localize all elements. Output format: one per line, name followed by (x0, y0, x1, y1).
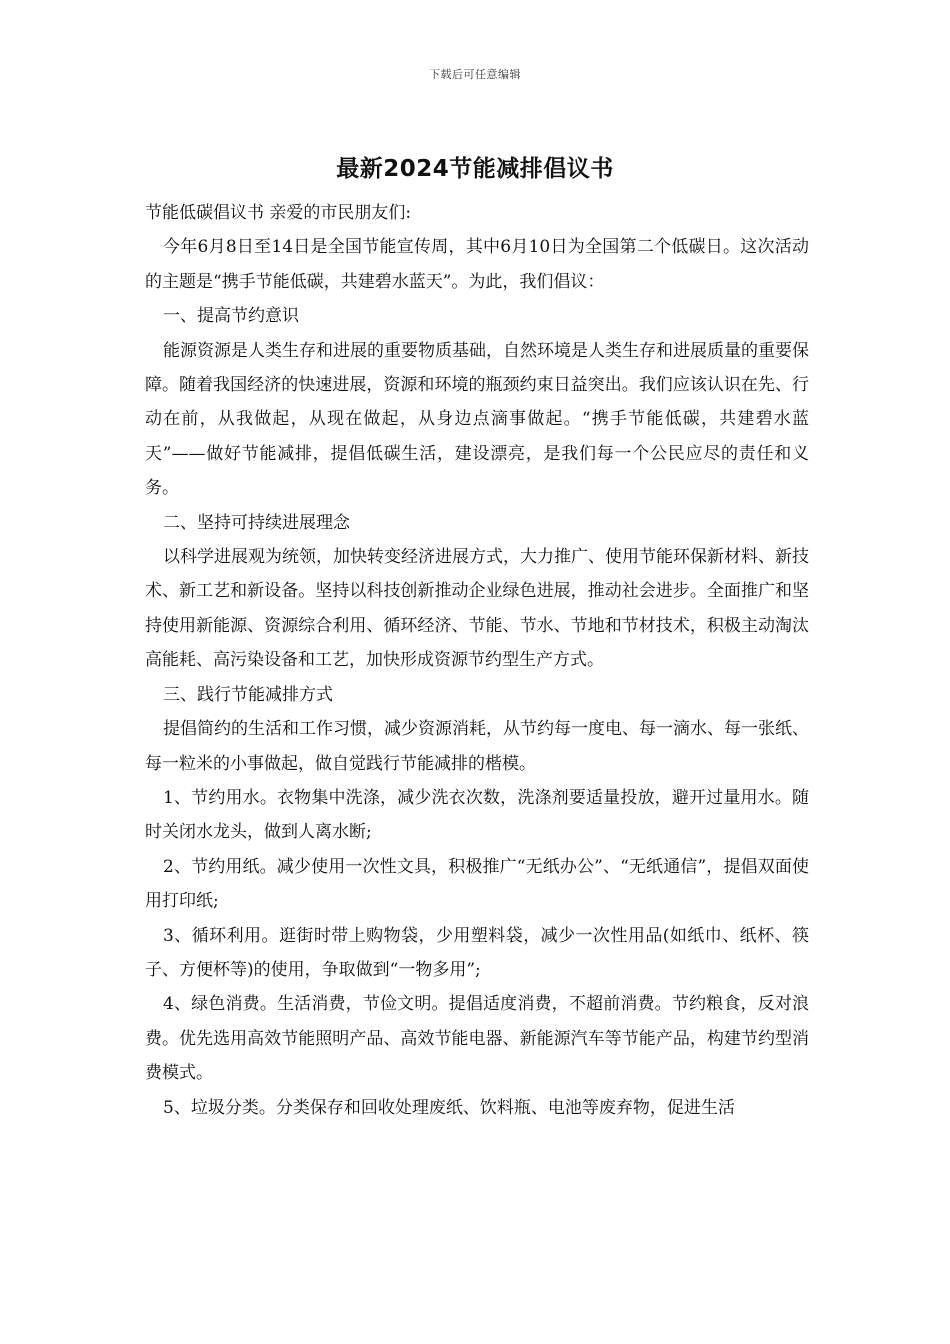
header-note: 下载后可任意编辑 (429, 68, 521, 81)
list-item-waste-sorting: 5、垃圾分类。分类保存和回收处理废纸、饮料瓶、电池等废弃物，促进生活 (163, 1097, 735, 1118)
section-heading-3: 三、践行节能减排方式 (163, 684, 333, 705)
section-heading-1: 一、提高节约意识 (163, 306, 299, 327)
section-2-paragraph: 以科学进展观为统领，加快转变经济进展方式，大力推广、使用节能环保新材料、新技术、新工艺和新设备。坚持以科技创新推动企业绿色进展，推动社会进步。全面推广和坚持使用新能源、资源综合利用、循环经济、节能、节水、节地和节材技术，积极主动淘汰高能耗、高污染设备和工艺，加快形成资源节约型生产方式。 (145, 547, 809, 671)
list-item-recycle: 3、循环利用。逛街时带上购物袋，少用塑料袋，减少一次性用品(如纸巾、纸杯、筷子、方便杯等)的使用，争取做到“一物多用”; (145, 925, 809, 980)
intro-paragraph: 今年6月8日至14日是全国节能宣传周，其中6月10日为全国第二个低碳日。这次活动的主题是“携手节能低碳，共建碧水蓝天”。为此，我们倡议： (145, 237, 809, 292)
list-item-green-consumption: 4、绿色消费。生活消费，节俭文明。提倡适度消费，不超前消费。节约粮食，反对浪费。优先选用高效节能照明产品、高效节能电器、新能源汽车等节能产品，构建节约型消费模式。 (145, 994, 809, 1084)
section-heading-2: 二、坚持可持续进展理念 (163, 512, 350, 533)
list-item-paper: 2、节约用纸。减少使用一次性文具，积极推广“无纸办公”、“无纸通信”，提倡双面使用打印纸; (145, 856, 809, 912)
section-3-paragraph: 提倡简约的生活和工作习惯，减少资源消耗，从节约每一度电、每一滴水、每一张纸、每一粒米的小事做起，做自觉践行节能减排的楷模。 (145, 719, 809, 774)
document-body (145, 196, 809, 1125)
list-item-water: 1、节约用水。衣物集中洗涤，减少洗衣次数，洗涤剂要适量投放，避开过量用水。随时关闭水龙头，做到人离水断; (145, 787, 809, 843)
section-1-paragraph: 能源资源是人类生存和进展的重要物质基础，自然环境是人类生存和进展质量的重要保障。随着我国经济的快速进展，资源和环境的瓶颈约束日益突出。我们应该认识在先、行动在前，从我做起，从现在做起，从身边点滴事做起。“携手节能低碳，共建碧水蓝天”——做好节能减排，提倡低碳生活，建设漂亮，是我们每一个公民应尽的责任和义务。 (145, 340, 809, 499)
document-title: 最新2024节能减排倡议书 (336, 156, 614, 182)
salutation-paragraph: 节能低碳倡议书 亲爱的市民朋友们: (145, 203, 412, 223)
